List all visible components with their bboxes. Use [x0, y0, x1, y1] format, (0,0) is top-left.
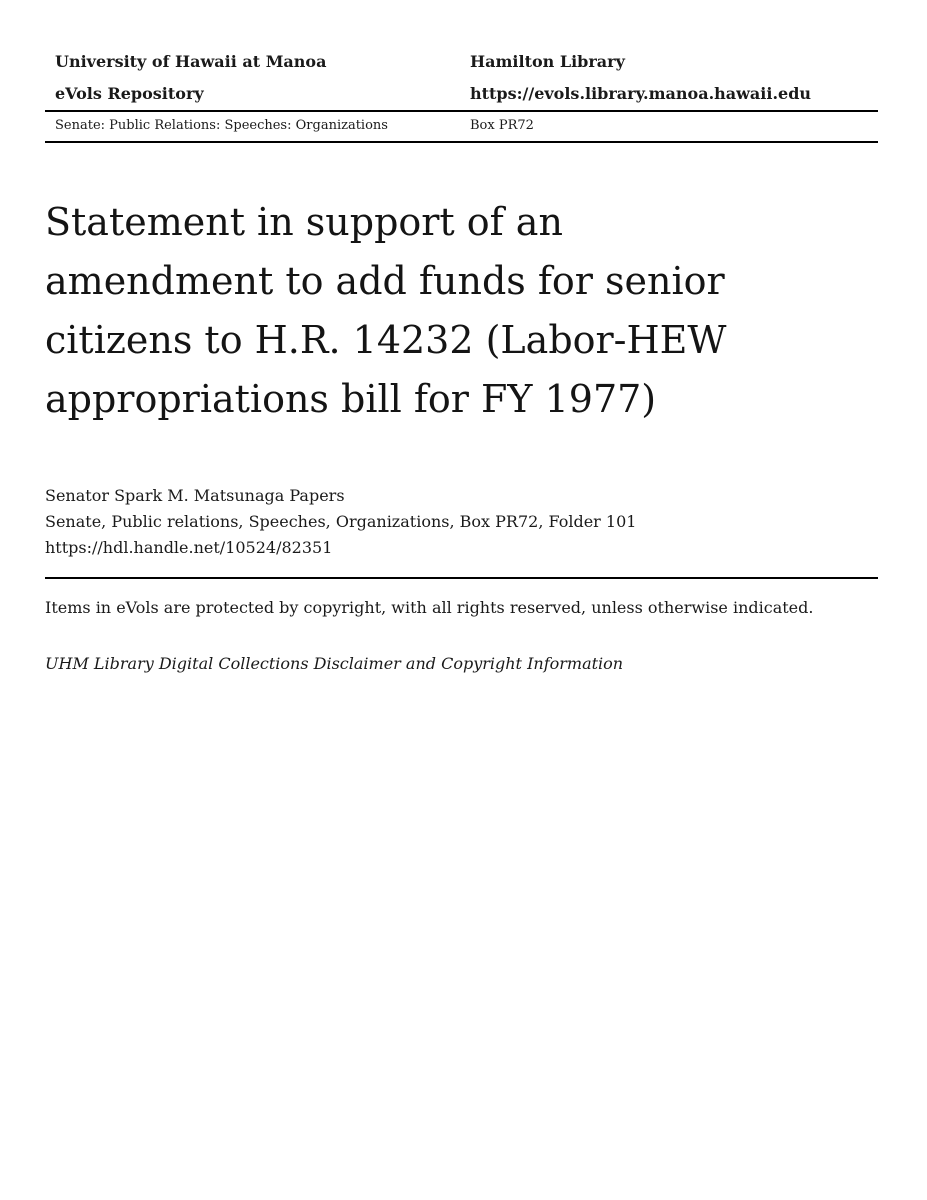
- document-title-line: amendment to add funds for senior: [45, 259, 725, 303]
- document-title-line: citizens to H.R. 14232 (Labor-HEW: [45, 318, 727, 362]
- item-location: Senate, Public relations, Speeches, Organizations, Box PR72, Folder 101: [45, 512, 637, 531]
- rights-statement: Items in eVols are protected by copyright, with all rights reserved, unless otherwise indicated.: [45, 598, 814, 617]
- collection-path: Senate: Public Relations: Speeches: Organizations: [55, 118, 388, 133]
- document-title-line: appropriations bill for FY 1977): [45, 377, 657, 421]
- box-number: Box PR72: [470, 118, 534, 133]
- library-name: Hamilton Library: [470, 52, 625, 71]
- metadata-block: [45, 483, 878, 561]
- document-title-line: Statement in support of an: [45, 200, 563, 244]
- collection-title: Senator Spark M. Matsunaga Papers: [45, 486, 345, 505]
- disclaimer-link[interactable]: UHM Library Digital Collections Disclaimer and Copyright Information: [45, 654, 624, 673]
- repository-url: https://evols.library.manoa.hawaii.edu: [470, 84, 812, 103]
- document-title: [45, 193, 878, 429]
- header-right-column: [470, 46, 878, 110]
- cover-header: [45, 46, 878, 110]
- institution-name: University of Hawaii at Manoa: [55, 52, 327, 71]
- header-divider-bottom: [45, 141, 878, 143]
- handle-link[interactable]: https://hdl.handle.net/10524/82351: [45, 538, 333, 557]
- repository-name: eVols Repository: [55, 84, 204, 103]
- footer-divider: [45, 577, 878, 579]
- header-sub-row: [45, 112, 878, 141]
- header-left-column: [45, 46, 470, 110]
